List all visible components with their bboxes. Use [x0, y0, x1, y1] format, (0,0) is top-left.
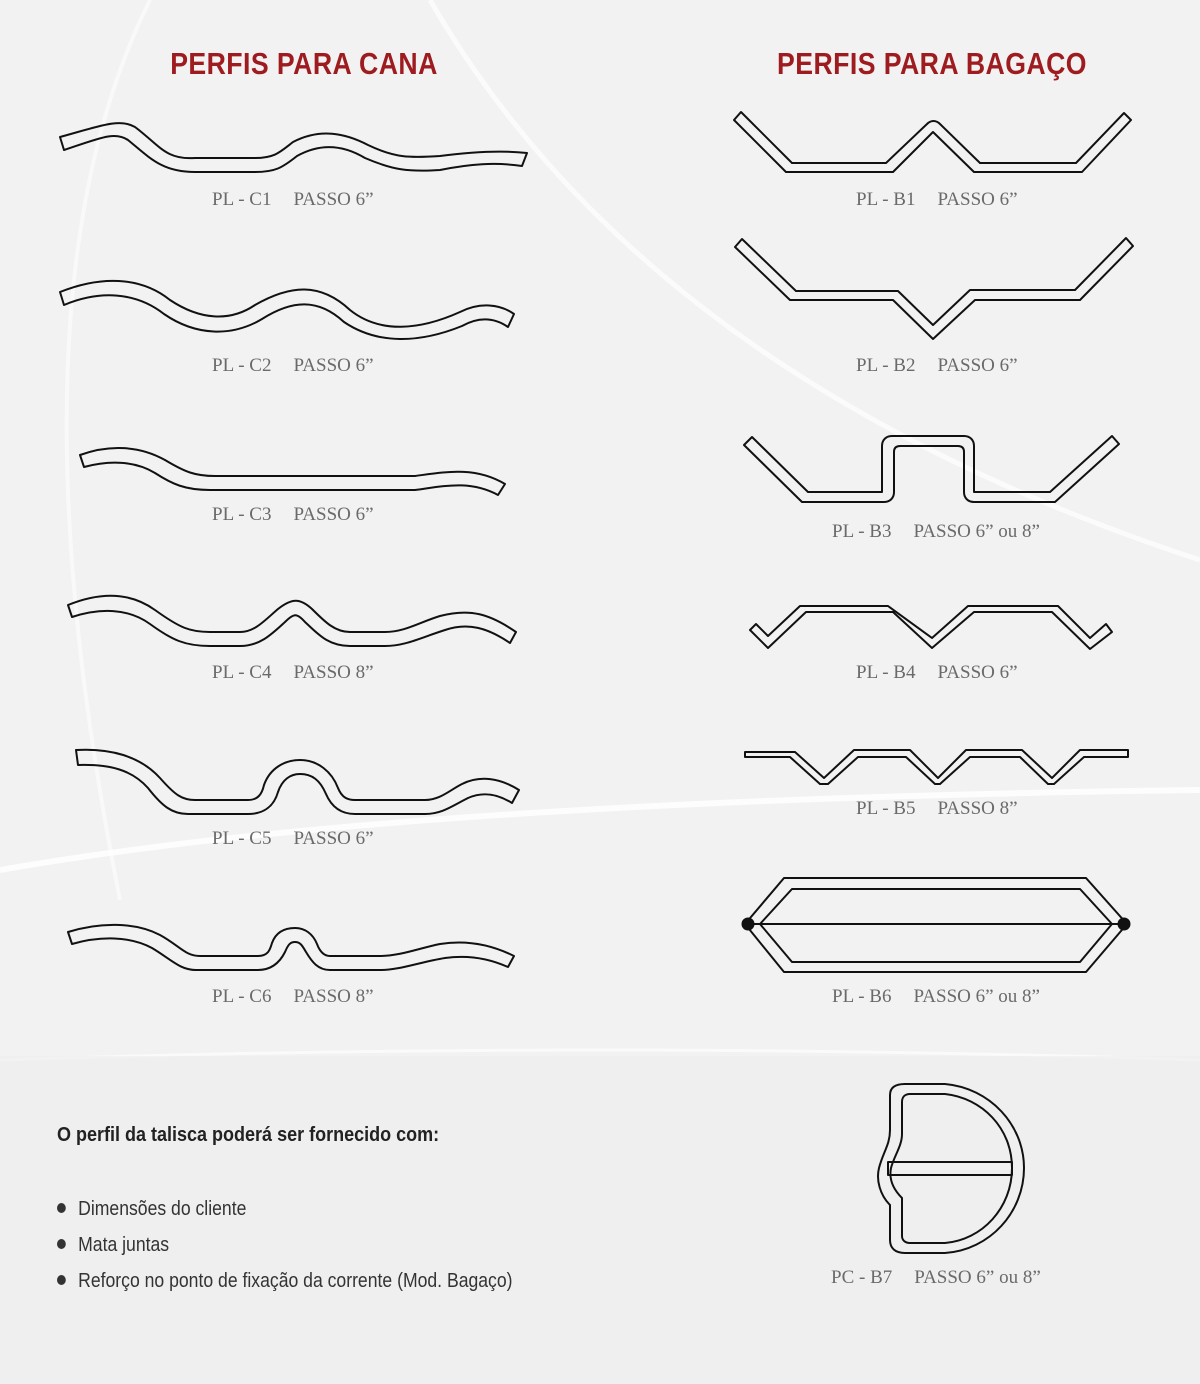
caption-pl-b6	[832, 986, 1040, 1008]
caption-pl-b5	[856, 798, 1018, 820]
profile-code: PL - B2	[856, 355, 916, 376]
profile-passo: PASSO 6” ou 8”	[913, 986, 1040, 1007]
caption-pc-b7	[831, 1267, 1041, 1289]
list-item	[57, 1194, 513, 1230]
caption-pl-b2	[856, 355, 1018, 377]
caption-pl-c2	[212, 355, 374, 377]
profile-code: PL - B5	[856, 798, 916, 819]
profile-passo: PASSO 6”	[293, 189, 374, 210]
profile-passo: PASSO 6”	[293, 355, 374, 376]
profile-code: PL - C1	[212, 189, 272, 210]
profile-code: PL - B6	[832, 986, 892, 1007]
profile-passo: PASSO 8”	[937, 798, 1018, 819]
profile-passo: PASSO 6”	[937, 662, 1018, 683]
caption-pl-b3	[832, 521, 1040, 543]
profile-code: PL - B1	[856, 189, 916, 210]
profile-passo: PASSO 8”	[293, 662, 374, 683]
list-item	[57, 1230, 513, 1266]
bullet-icon	[57, 1239, 66, 1249]
list-item-label: Dimensões do cliente	[78, 1198, 247, 1220]
profile-code: PL - C4	[212, 662, 272, 683]
caption-pl-c5	[212, 828, 374, 850]
profile-passo: PASSO 6”	[293, 504, 374, 525]
profile-code: PL - C3	[212, 504, 272, 525]
heading-bagaco: PERFIS PARA BAGAÇO	[777, 46, 1087, 81]
bullet-icon	[57, 1275, 66, 1285]
heading-cana: PERFIS PARA CANA	[170, 46, 438, 81]
profile-code: PL - C6	[212, 986, 272, 1007]
caption-pl-c6	[212, 986, 374, 1008]
caption-pl-c1	[212, 189, 374, 211]
list-item	[57, 1266, 513, 1302]
profile-passo: PASSO 6” ou 8”	[913, 521, 1040, 542]
profile-passo: PASSO 6” ou 8”	[914, 1267, 1041, 1288]
profile-code: PC - B7	[831, 1267, 893, 1288]
caption-pl-c3	[212, 504, 374, 526]
note-list	[57, 1194, 575, 1302]
profile-code: PL - C2	[212, 355, 272, 376]
caption-pl-c4	[212, 662, 374, 684]
profile-passo: PASSO 6”	[937, 355, 1018, 376]
caption-pl-b4	[856, 662, 1018, 684]
bullet-icon	[57, 1203, 66, 1213]
list-item-label: Reforço no ponto de fixação da corrente (Mod. Bagaço)	[78, 1270, 513, 1292]
caption-pl-b1	[856, 189, 1018, 211]
profile-code: PL - B3	[832, 521, 892, 542]
profile-passo: PASSO 6”	[293, 828, 374, 849]
profile-passo: PASSO 6”	[937, 189, 1018, 210]
profile-code: PL - C5	[212, 828, 272, 849]
list-item-label: Mata juntas	[78, 1234, 170, 1256]
note-title: O perfil da talisca poderá ser fornecido com:	[57, 1124, 440, 1146]
profile-code: PL - B4	[856, 662, 916, 683]
profile-passo: PASSO 8”	[293, 986, 374, 1007]
